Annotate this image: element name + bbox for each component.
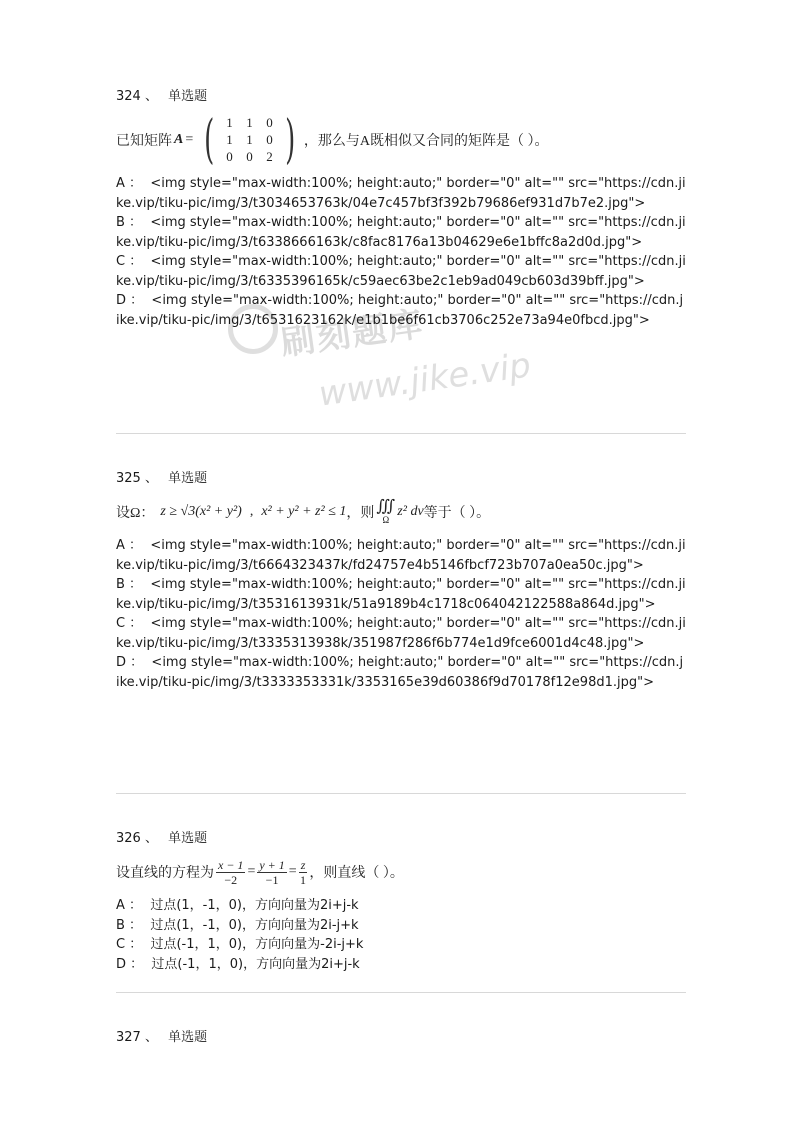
option-b[interactable]: B ： <img style="max-width:100%; height:auto;" border="0" alt="" src="https://cdn.jike.vip/tiku-pic/img/3/t6338666163k/c8fac8176a13b04629e6e1bffc8a2d0d.jpg">	[116, 215, 686, 250]
option-text: <img style="max-width:100%; height:auto;" border="0" alt="" src="https://cdn.jike.vip/tiku-pic/img/3/t6531623162k/e1b1be6f61cb3706c252e73a94e0fbcd.jpg">	[116, 293, 684, 328]
question-header	[116, 830, 686, 848]
option-text: <img style="max-width:100%; height:auto;" border="0" alt="" src="https://cdn.jike.vip/tiku-pic/img/3/t6338666163k/c8fac8176a13b04629e6e1bffc8a2d0d.jpg">	[116, 215, 686, 250]
option-label: C	[116, 254, 126, 269]
option-a[interactable]: A ： <img style="max-width:100%; height:auto;" border="0" alt="" src="https://cdn.jike.vip/tiku-pic/img/3/t3034653763k/04e7c457bf3f392b79686ef931d7b7e2.jpg">	[116, 176, 686, 211]
option-label: D	[116, 956, 127, 972]
option-text: <img style="max-width:100%; height:auto;" border="0" alt="" src="https://cdn.jike.vip/tiku-pic/img/3/t6664323437k/fd24757e4b5146fbcf723b707a0ea50c.jpg">	[116, 538, 686, 573]
question-sep: 、	[144, 89, 158, 104]
matrix-cell: 0	[266, 132, 273, 147]
question-type: 单选题	[168, 831, 208, 846]
formula-mid: ，则	[346, 506, 375, 521]
question-326	[116, 830, 686, 974]
option-text: <img style="max-width:100%; height:auto;" border="0" alt="" src="https://cdn.jike.vip/tiku-pic/img/3/t3531613931k/51a9189b4c1718c064042122588a864d.jpg">	[116, 577, 686, 612]
option-c[interactable]: C ： <img style="max-width:100%; height:auto;" border="0" alt="" src="https://cdn.jike.vip/tiku-pic/img/3/t6335396165k/c59aec63be2c1eb9ad049cb603d39bff.jpg">	[116, 254, 686, 289]
matrix-cell: 1	[226, 132, 233, 147]
formula-cond1: z ≥ √3(x² + y²)	[160, 504, 242, 519]
question-formula	[116, 852, 686, 892]
option-text: <img style="max-width:100%; height:auto;" border="0" alt="" src="https://cdn.jike.vip/tiku-pic/img/3/t6335396165k/c59aec63be2c1eb9ad049cb603d39bff.jpg">	[116, 254, 686, 289]
question-325	[116, 470, 686, 692]
option-label: A	[116, 898, 125, 913]
formula-var: A	[174, 132, 184, 147]
option-label: B	[116, 917, 125, 933]
formula-post: ，则直线（ ）。	[309, 866, 404, 881]
fraction: $\frac{x - 1}{-2}$	[218, 857, 244, 887]
formula-pre: 已知矩阵	[116, 134, 172, 149]
separator	[116, 992, 686, 993]
option-label: A	[116, 176, 125, 191]
option-d[interactable]: D ： <img style="max-width:100%; height:auto;" border="0" alt="" src="https://cdn.jike.vip/tiku-pic/img/3/t6531623162k/e1b1be6f61cb3706c252e73a94e0fbcd.jpg">	[116, 293, 684, 328]
question-header	[116, 1029, 686, 1047]
formula-post: ，那么与A既相似又合同的矩阵是（ ）。	[303, 134, 549, 149]
integral-sign: ∭	[376, 498, 396, 515]
option-text: <img style="max-width:100%; height:auto;" border="0" alt="" src="https://cdn.jike.vip/tiku-pic/img/3/t3335313938k/351987f286f6b774e1d9fce6001d4c48.jpg">	[116, 616, 686, 651]
matrix-cell: 0	[266, 115, 273, 130]
matrix-cell: 1	[246, 115, 253, 130]
option-d[interactable]: D ： <img style="max-width:100%; height:auto;" border="0" alt="" src="https://cdn.jike.vip/tiku-pic/img/3/t3333353331k/3353165e39d60386f9d70178f12e98d1.jpg">	[116, 655, 684, 690]
question-header	[116, 470, 686, 488]
watermark-en: www.jike.vip	[316, 345, 534, 415]
option-label: B	[116, 215, 125, 230]
matrix-cell: 1	[246, 132, 253, 147]
matrix-cell: 2	[266, 149, 273, 164]
option-text: <img style="max-width:100%; height:auto;" border="0" alt="" src="https://cdn.jike.vip/tiku-pic/img/3/t3333353331k/3353165e39d60386f9d70178f12e98d1.jpg">	[116, 655, 684, 690]
matrix-cell: 1	[226, 115, 233, 130]
separator	[116, 433, 686, 434]
question-number: 327	[116, 1030, 141, 1045]
fraction: $\frac{y + 1}{-1}$	[259, 857, 285, 887]
formula-post: 等于（ ）。	[423, 506, 491, 521]
question-sep: 、	[144, 831, 158, 846]
option-text: <img style="max-width:100%; height:auto;" border="0" alt="" src="https://cdn.jike.vip/tiku-pic/img/3/t3034653763k/04e7c457bf3f392b79686ef931d7b7e2.jpg">	[116, 176, 686, 211]
option-label: C	[116, 937, 126, 952]
option-c[interactable]: C ： 过点(-1，1，0)，方向向量为-2i-j+k	[116, 937, 364, 952]
question-number: 324	[116, 89, 141, 104]
question-sep: 、	[144, 471, 158, 486]
formula-eq: =	[288, 864, 297, 879]
separator	[116, 793, 686, 794]
option-label: D	[116, 655, 127, 670]
option-text: 过点(1，-1，0)，方向向量为2i+j-k	[150, 898, 359, 913]
option-text: 过点(-1，1，0)，方向向量为2i+j-k	[151, 956, 360, 972]
formula-integrand: z² dv	[397, 504, 424, 519]
question-324	[116, 88, 686, 330]
matrix-cell: 0	[246, 149, 253, 164]
option-a[interactable]: A ： <img style="max-width:100%; height:auto;" border="0" alt="" src="https://cdn.jike.vip/tiku-pic/img/3/t6664323437k/fd24757e4b5146fbcf723b707a0ea50c.jpg">	[116, 538, 686, 573]
question-type: 单选题	[168, 471, 208, 486]
question-type: 单选题	[168, 89, 208, 104]
formula-cond2: x² + y² + z² ≤ 1	[261, 504, 347, 519]
option-label: B	[116, 577, 125, 592]
fraction: $\frac{z}{1}$	[300, 857, 307, 887]
formula-eq: =	[185, 132, 194, 147]
matrix-cell: 0	[226, 149, 233, 164]
option-b[interactable]: B ： <img style="max-width:100%; height:auto;" border="0" alt="" src="https://cdn.jike.vip/tiku-pic/img/3/t3531613931k/51a9189b4c1718c064042122588a864d.jpg">	[116, 577, 686, 612]
question-formula	[116, 110, 686, 170]
question-formula: 设Ω： z ≥ √3(x² + y²) , x² + y² + z² ≤ 1 ，则 ∭ Ω z² dv 等于（ ）。	[116, 498, 491, 525]
question-header	[116, 88, 686, 106]
option-label: C	[116, 616, 126, 631]
watermark-cn: 刷刻题库	[278, 304, 427, 364]
formula-pre: 设Ω：	[116, 506, 155, 521]
option-d[interactable]: D ： 过点(-1，1，0)，方向向量为2i+j-k	[116, 956, 360, 972]
option-text: 过点(1，-1，0)，方向向量为2i-j+k	[150, 917, 359, 933]
question-type: 单选题	[168, 1030, 208, 1045]
option-text: 过点(-1，1，0)，方向向量为-2i-j+k	[150, 937, 364, 952]
option-c[interactable]: C ： <img style="max-width:100%; height:auto;" border="0" alt="" src="https://cdn.jike.vip/tiku-pic/img/3/t3335313938k/351987f286f6b774e1d9fce6001d4c48.jpg">	[116, 616, 686, 651]
question-sep: 、	[144, 1030, 158, 1045]
formula-pre: 设直线的方程为	[116, 866, 214, 881]
question-number: 325	[116, 471, 141, 486]
integral-sub: Ω	[382, 515, 390, 525]
option-label: A	[116, 538, 125, 553]
formula-eq: =	[247, 864, 256, 879]
option-label: D	[116, 293, 127, 308]
matrix: ( 1 1 0 1 1 0 0 0 2 )	[204, 110, 295, 170]
option-b[interactable]: B ： 过点(1，-1，0)，方向向量为2i-j+k	[116, 917, 359, 933]
option-a[interactable]: A ： 过点(1，-1，0)，方向向量为2i+j-k	[116, 898, 359, 913]
question-number: 326	[116, 831, 141, 846]
question-327	[116, 1029, 686, 1047]
